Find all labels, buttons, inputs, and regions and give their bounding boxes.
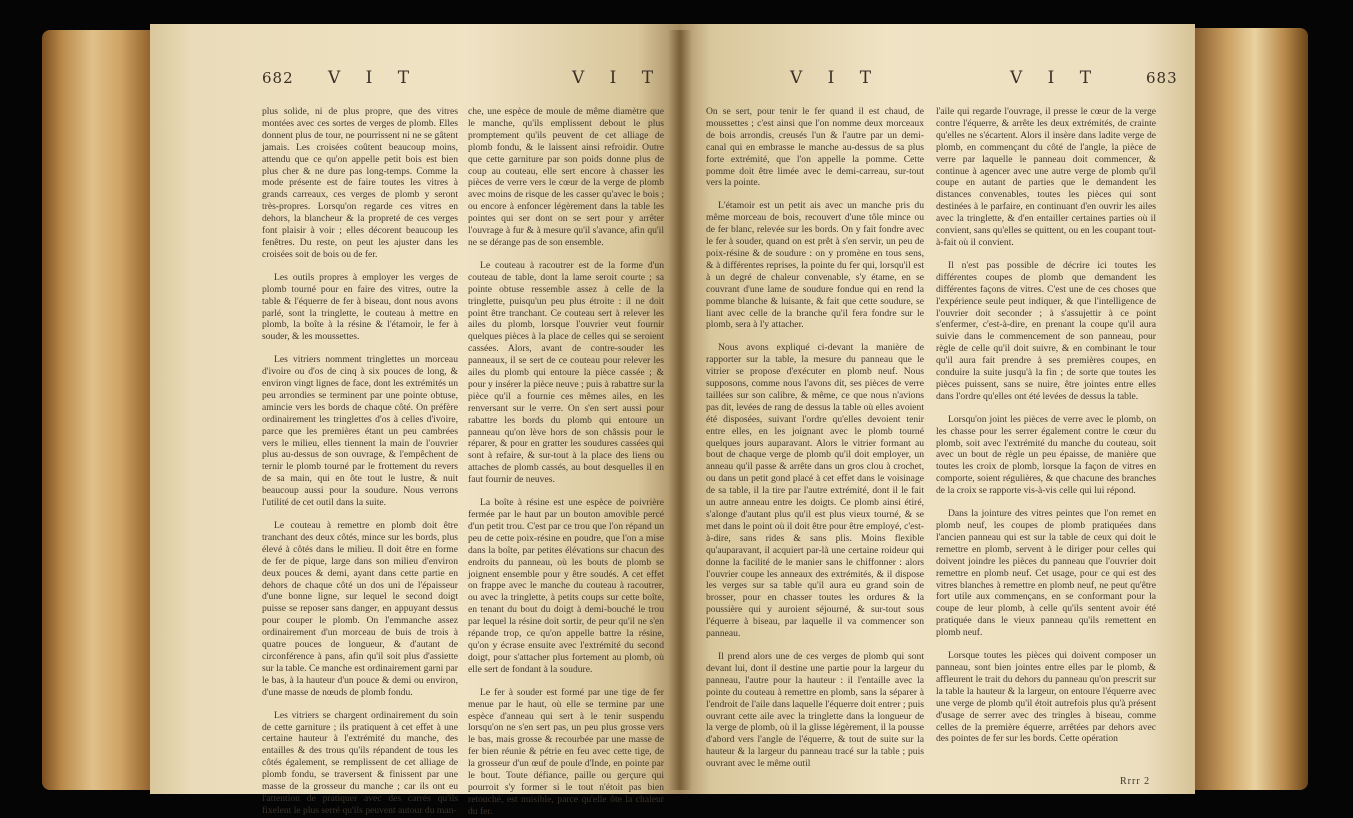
paragraph: Lorsqu'on joint les pièces de verre avec le plomb, on les chasse pour les serrer également contre le cœur du plomb, soit avec l'extrémité du manche du couteau, soit avec un bout de règle un peu épaisse, de manière que toutes les croix de plomb, lorsque la façon de vitres en comporte, soient régulières, & que chacune des branches de la croix se rapporte vis-à-vis celle qui lui répond. xyxy=(936,413,1156,497)
left-column-2 xyxy=(468,106,664,817)
paragraph: Nous avons expliqué ci-devant la manière de rapporter sur la table, la mesure du panneau que le vitrier se propose d'exécuter en plomb neuf. Nous supposons, comme nous l'avons dit, ses pièces de verre taillées sur son calibre, & même, ce que nous n'avions pas dit, levées de rang de dessus la table où elles avoient été disposées, suivant l'ordre qu'elles devoient tenir entre elles, en les joignant avec le plomb tourné quelques jours auparavant. Alors le vitrier formant au bout de chaque verge de plomb qu'il doit employer, un anneau qu'il passe & arrête dans un gros clou à crochet, ou dans un petit gond placé à cet effet dans le voisinage de sa table, il la tire par l'autre extrémité, dont il le fait un autre anneau entre les doigts. Ce plomb ainsi étiré, s'alonge d'autant plus qu'il est plus vieux tourné, & se met dans le point où il doit être pour être employé, c'est-à-dire, sans rides & sans plis. Moins flexible qu'auparavant, il acquiert par-là une certaine roideur qui donne la facilité de le manier sans le chiffonner : alors l'ouvrier coupe les anneaux des extrémités, & il dispose les verges sur sa table qu'il aura eu grand soin de brosser, pour en chasser toutes les ordures & la poussière qui y auroient séjourné, & sur-tout sous l'équerre à biseau, par laquelle il va commencer son panneau. xyxy=(706,342,924,640)
book-edge-left xyxy=(42,30,154,790)
paragraph: plus solide, ni de plus propre, que des vitres montées avec ces sortes de verges de plomb. Elles donnent plus de tour, ne pourrissent ni ne se gâtent jamais. Les croisées coûtent beaucoup moins, attendu que ce qu'on appelle petit bois est bien plus cher & ne dure pas long-temps. Comme la mode présente est de faire toutes les vitres à grands carreaux, ces verges de plomb y seront très-propres. Lorsqu'on regarde ces vitres en dehors, la blancheur & la propreté de ces verges font plaisir à voir ; elles décorent beaucoup les fenêtres. Du reste, on peut les ajuster dans les croisées soit de bois ou de fer. xyxy=(262,106,458,260)
paragraph: L'étamoir est un petit ais avec un manche pris du même morceau de bois, recouvert d'une tôle mince ou de fer blanc, relevée sur les bords. On y fait fondre avec le fer à souder, quand on est prêt à s'en servir, un peu de poix-résine & de soudure : on y promène en tous sens, & à différentes reprises, la pointe du fer qui, lorsqu'il est à un degré de chaleur convenable, s'y étame, en se couvrant d'une lame de soudure fondue qui en rend la pomme blanche & luisante, & fait que cette soudure, se liant avec celle de la branche qu'il fera fondre sur le plomb, sera à l'y attacher. xyxy=(706,200,924,331)
left-column-1 xyxy=(262,106,458,816)
right-column-2 xyxy=(936,106,1156,772)
paragraph: l'aile qui regarde l'ouvrage, il presse le cœur de la verge contre l'équerre, & arrête les deux extrémités, de crainte qu'elles ne s'écartent. Alors il insère dans ladite verge de plomb, en commençant du côté de l'angle, la pièce de verre par laquelle le panneau doit commencer, & continue à agencer avec une autre verge de plomb qu'il coupe en autant de parties que le demandent les distances convenables, toutes les pièces qui sont destinées à le parfaire, en continuant d'en ouvrir les ailes avec la tringlette, & d'en entailler certaines parties où il convient, sans qu'elles se quittent, ou en les coupant tout-à-fait où il convient. xyxy=(936,106,1156,248)
paragraph: Il n'est pas possible de décrire ici toutes les différentes coupes de plomb que demandent les différentes façons de vitres. C'est une de ces choses que l'expérience seule peut indiquer, & que l'intelligence de l'ouvrier doit seconder ; à s'assujettir à ce point s'enfermer, c'est-à-dire, en prenant la coupe qu'il aura suivie dans le commencement de son panneau, pour règle de celle qu'il doit suivre, & en combinant le tour qu'il aura fait prendre à ses premières coupes, en conduire la suite jusqu'à la fin ; de sorte que toutes les pièces puissent, sans se nuire, être jointes entre elles dans l'ordre qu'elles ont été levées de dessus la table. xyxy=(936,259,1156,402)
paragraph: Le couteau à racoutrer est de la forme d'un couteau de table, dont la lame seroit courte ; sa pointe obtuse ressemble assez à celle de la tringlette, puisqu'un peu plus étroite : il ne doit point être tranchant. Ce couteau sert à relever les ailes du plomb, lorsque l'ouvrier veut fournir quelques pièces à la place de celles qui se seroient cassées. Alors, avant de contre-souder les panneaux, il se sert de ce couteau pour relever les ailes du plomb qui entoure la pièce cassée ; & pour y insérer la pièce neuve ; puis à rabattre sur la pièce qu'il a fournie ces mêmes ailes, en les renversant sur le verre. On s'en sert aussi pour rabattre les bords du plomb qui entoure un panneau qu'on lève hors de son châssis pour le réparer, & pour en gratter les soudures cassées qui sont à refaire, & sur-tout à la place des liens ou attaches de plomb cassés, au bout desquelles il en faut fournir de neuves. xyxy=(468,259,664,486)
right-running-head-2: V I T xyxy=(1010,68,1102,88)
left-page-number: 682 xyxy=(262,69,294,87)
paragraph: Lorsque toutes les pièces qui doivent composer un panneau, sont bien jointes entre elles par le plomb, & affleurent le trait du dehors du panneau qu'on prescrit sur la table la hauteur & la largeur, on entoure l'équerre avec une verge de plomb qu'il étoit autrefois plus qu'à présent d'usage de serrer avec des tringles à biseau, comme celles de la première équerre, arrêtées par dehors avec des pointes de fer sur les bords. Cette opération xyxy=(936,650,1156,745)
right-running-head: V I T xyxy=(790,68,882,88)
paragraph: Les vitriers se chargent ordinairement du soin de cette garniture ; ils pratiquent à cet effet à une certaine hauteur à l'extrémité du manche, des entailles & des trous qu'ils répandent de tous les côtés également, se remplissent de cet alliage de plomb fondu, se traversent & finissent par une masse de la grosseur du manche ; car ils ont eu l'attention de pratiquer avec des carrés qu'ils fixelent le plus serré qu'ils peuvent autour du man- xyxy=(262,709,458,816)
left-page xyxy=(150,24,680,817)
paragraph: La boîte à résine est une espèce de poivrière fermée par le haut par un bouton amovible percé d'un petit trou. C'est par ce trou que l'on répand un peu de cette poix-résine en poudre, que l'on a mise dans la boîte, par petites élévations sur chacun des endroits du panneau, où les bouts de plomb se joignent ensemble pour y être soudés. A cet effet on frappe avec le manche du couteau à racoutrer, ou avec la tringlette, à petits coups sur cette boîte, en tenant du bout du doigt à demi-bouché le trou par lequel la résine doit sortir, de peur qu'il ne s'en répande trop, ce qu'on appelle battre la résine, qu'on y écrase ensuite avec l'extrémité du second doigt, pour s'attacher plus fortement au plomb, où elle sert de fondant à la soudure. xyxy=(468,497,664,675)
right-page-number: 683 xyxy=(1146,69,1178,87)
book-gutter xyxy=(668,30,692,790)
right-column-1 xyxy=(706,106,924,786)
book-edge-right xyxy=(1190,28,1308,790)
signature-mark: Rrrr 2 xyxy=(1120,776,1151,787)
paragraph: Dans la jointure des vitres peintes que l'on remet en plomb neuf, les coupes de plomb pratiquées dans l'ancien panneau qui est sur la table de ceux qui doit le remettre en plomb, servent à le diriger pour celles qui doivent joindre les pièces du panneau que l'ouvrier doit remettre en plomb neuf. Cet usage, pour ce qui est des vitres blanches à remettre en plomb neuf, ne peut qu'être fort utile aux commençans, en se conformant pour la coupe de leur plomb, à celle qu'ils sentent avoir été pratiquée dans le vieux panneau qu'ils remettent en plomb neuf. xyxy=(936,508,1156,639)
paragraph: Le fer à souder est formé par une tige de fer menue par le haut, où elle se termine par une espèce d'anneau qui sert à le tenir suspendu lorsqu'on ne s'en sert pas, un peu plus grosse vers le bas, mais grosse & recourbée par une masse de fer bien réunie & pétrie en feu avec cette tige, de la grosseur d'un œuf de poule d'Inde, en pointe par le bout. Toute défiance, paille ou gerçure qui pourroit s'y former si le tout n'étoit pas bien retouché, est nuisible, parce qu'elle ôte la chaleur du fer. xyxy=(468,686,664,817)
paragraph: Le couteau à remettre en plomb doit être tranchant des deux côtés, mince sur les bords, plus élevé à côtés dans le milieu. Il doit être en forme de fer de pique, large dans son milieu d'environ deux pouces & demi, ayant dans cette partie en dehors de chaque côté un dos uni de l'épaisseur d'une bonne ligne, sur lequel le second doigt puisse se reposer sans danger, en appuyant dessus pour couper le plomb. On l'emmanche assez ordinairement d'un morceau de buis de trois à quatre pouces de longueur, & d'autant de circonférence à pans, afin qu'il soit plus d'assiette sur la table. Ce manche est ordinairement garni par le bas, à la hauteur d'un pouce & demi ou environ, d'une masse de nœuds de plomb fondu. xyxy=(262,520,458,698)
paragraph: Les outils propres à employer les verges de plomb tourné pour en faire des vitres, outre la table & l'équerre de fer à biseau, dont nous avons parlé, sont la tringlette, le couteau à mettre en plomb, la boîte à la résine & l'étamoir, le fer à souder, & les moussettes. xyxy=(262,271,458,343)
paragraph: Il prend alors une de ces verges de plomb qui sont devant lui, dont il destine une partie pour la largeur du panneau, l'autre pour la hauteur : il l'entaille avec la pointe du couteau à remettre en plomb, sans la séparer à l'endroit de l'aile dans laquelle l'équerre doit entrer ; puis ouvrant cette aile avec la tringlette dans la longueur de la verge de plomb, où il la glisse légèrement, il la pousse d'abord vers l'angle de l'équerre, & tout de suite sur la hauteur & la largeur du panneau tracé sur la table ; puis ouvrant avec le même outil xyxy=(706,650,924,770)
right-page xyxy=(680,24,1195,794)
paragraph: che, une espèce de moule de même diamètre que le manche, qu'ils emplissent debout le plus promptement qu'ils peuvent de cet alliage de plomb fondu, & le laissent ainsi refroidir. Outre que cette garniture par son poids donne plus de coup au couteau, elle sert encore à chasser les pièces de verre vers le cœur de la verge de plomb avec moins de risque de les casser qu'avec le bois ; ou encore à enfoncer légèrement dans la table les pointes qui ser dont on se sert pour y arrêter l'ouvrage à fur & à mesure qu'il s'avance, afin qu'il ne se dérange pas de son ensemble. xyxy=(468,106,664,248)
paragraph: On se sert, pour tenir le fer quand il est chaud, de moussettes ; c'est ainsi que l'on nomme deux morceaux de bois arrondis, creusés l'un & l'autre par un demi-canal qui en embrasse le manche au-dessus de sa plus forte extrémité, que l'on appelle la pomme. Cette pomme doit être limée avec le demi-carreau, sur-tout vers la pointe. xyxy=(706,106,924,189)
left-running-head-2: V I T xyxy=(572,68,664,88)
left-running-head: V I T xyxy=(328,68,420,88)
paragraph: Les vitriers nomment tringlettes un morceau d'ivoire ou d'os de cinq à six pouces de long, & environ vingt lignes de face, dont les extrémités un peu arrondies se terminent par une pointe obtuse, amincie vers les bords de chaque côté. On préfère ordinairement les tringlettes d'os à celles d'ivoire, parce que les premières étant un peu cambrées vers le milieu, elles tiennent la main de l'ouvrier plus au-dessus de son ouvrage, & l'empêchent de ternir le plomb tourné par le frottement du revers de sa main, qui en ôte tout le lustre, & nuit beaucoup aussi pour la soudure. Nous verrons l'utilité de cet outil dans la suite. xyxy=(262,354,458,509)
